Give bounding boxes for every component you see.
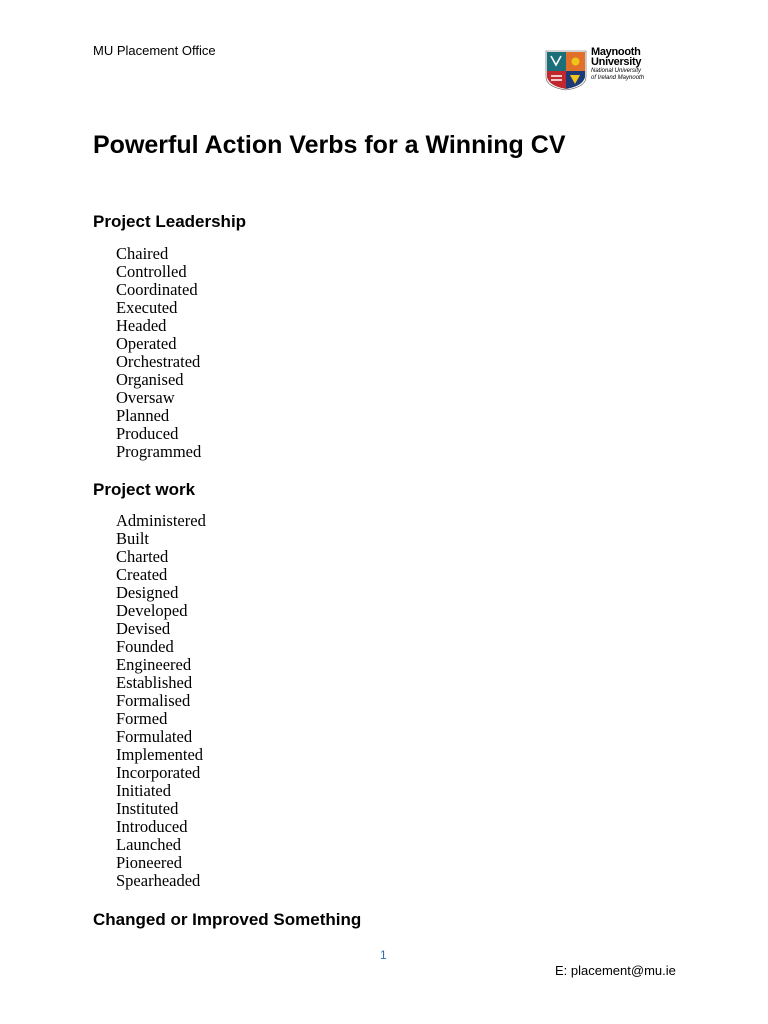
list-item: Oversaw bbox=[116, 388, 175, 407]
verb-list-project-work bbox=[116, 512, 206, 890]
list-item: Executed bbox=[116, 298, 178, 317]
list-item: Devised bbox=[116, 619, 171, 638]
logo-wordmark bbox=[591, 47, 644, 82]
list-item: Instituted bbox=[116, 799, 179, 818]
list-item: Headed bbox=[116, 316, 167, 335]
section-heading-changed-or-improved: Changed or Improved Something bbox=[93, 910, 362, 929]
list-item: Chaired bbox=[116, 244, 169, 263]
list-item: Built bbox=[116, 529, 150, 548]
list-item: Spearheaded bbox=[116, 871, 201, 890]
logo-sub-line2: of Ireland Maynooth bbox=[591, 75, 645, 81]
logo-sub-line1: National University bbox=[591, 68, 642, 74]
list-item: Initiated bbox=[116, 781, 171, 800]
logo-name-line2: University bbox=[591, 56, 642, 68]
list-item: Launched bbox=[116, 835, 182, 854]
list-item: Founded bbox=[116, 637, 174, 656]
list-item: Planned bbox=[116, 406, 170, 425]
university-logo bbox=[544, 47, 656, 93]
verb-list-project-leadership bbox=[116, 245, 201, 461]
list-item: Organised bbox=[116, 370, 184, 389]
logo-name-line1: Maynooth bbox=[591, 46, 641, 58]
list-item: Charted bbox=[116, 547, 169, 566]
list-item: Produced bbox=[116, 424, 179, 443]
list-item: Orchestrated bbox=[116, 352, 201, 371]
list-item: Programmed bbox=[116, 442, 202, 461]
section-heading-project-leadership: Project Leadership bbox=[93, 212, 247, 231]
list-item: Introduced bbox=[116, 817, 188, 836]
list-item: Formulated bbox=[116, 727, 193, 746]
list-item: Formalised bbox=[116, 691, 191, 710]
list-item: Administered bbox=[116, 511, 206, 530]
list-item: Coordinated bbox=[116, 280, 198, 299]
page-number: 1 bbox=[380, 948, 387, 962]
list-item: Developed bbox=[116, 601, 188, 620]
list-item: Controlled bbox=[116, 262, 187, 281]
list-item: Engineered bbox=[116, 655, 192, 674]
list-item: Pioneered bbox=[116, 853, 182, 872]
list-item: Created bbox=[116, 565, 168, 584]
section-heading-project-work: Project work bbox=[93, 480, 196, 499]
list-item: Designed bbox=[116, 583, 179, 602]
header-office: MU Placement Office bbox=[93, 43, 216, 58]
list-item: Operated bbox=[116, 334, 177, 353]
footer-email: E: placement@mu.ie bbox=[555, 963, 676, 978]
list-item: Implemented bbox=[116, 745, 204, 764]
list-item: Established bbox=[116, 673, 193, 692]
list-item: Incorporated bbox=[116, 763, 201, 782]
list-item: Formed bbox=[116, 709, 168, 728]
page-title: Powerful Action Verbs for a Winning CV bbox=[93, 131, 566, 159]
university-crest-icon bbox=[544, 49, 588, 91]
